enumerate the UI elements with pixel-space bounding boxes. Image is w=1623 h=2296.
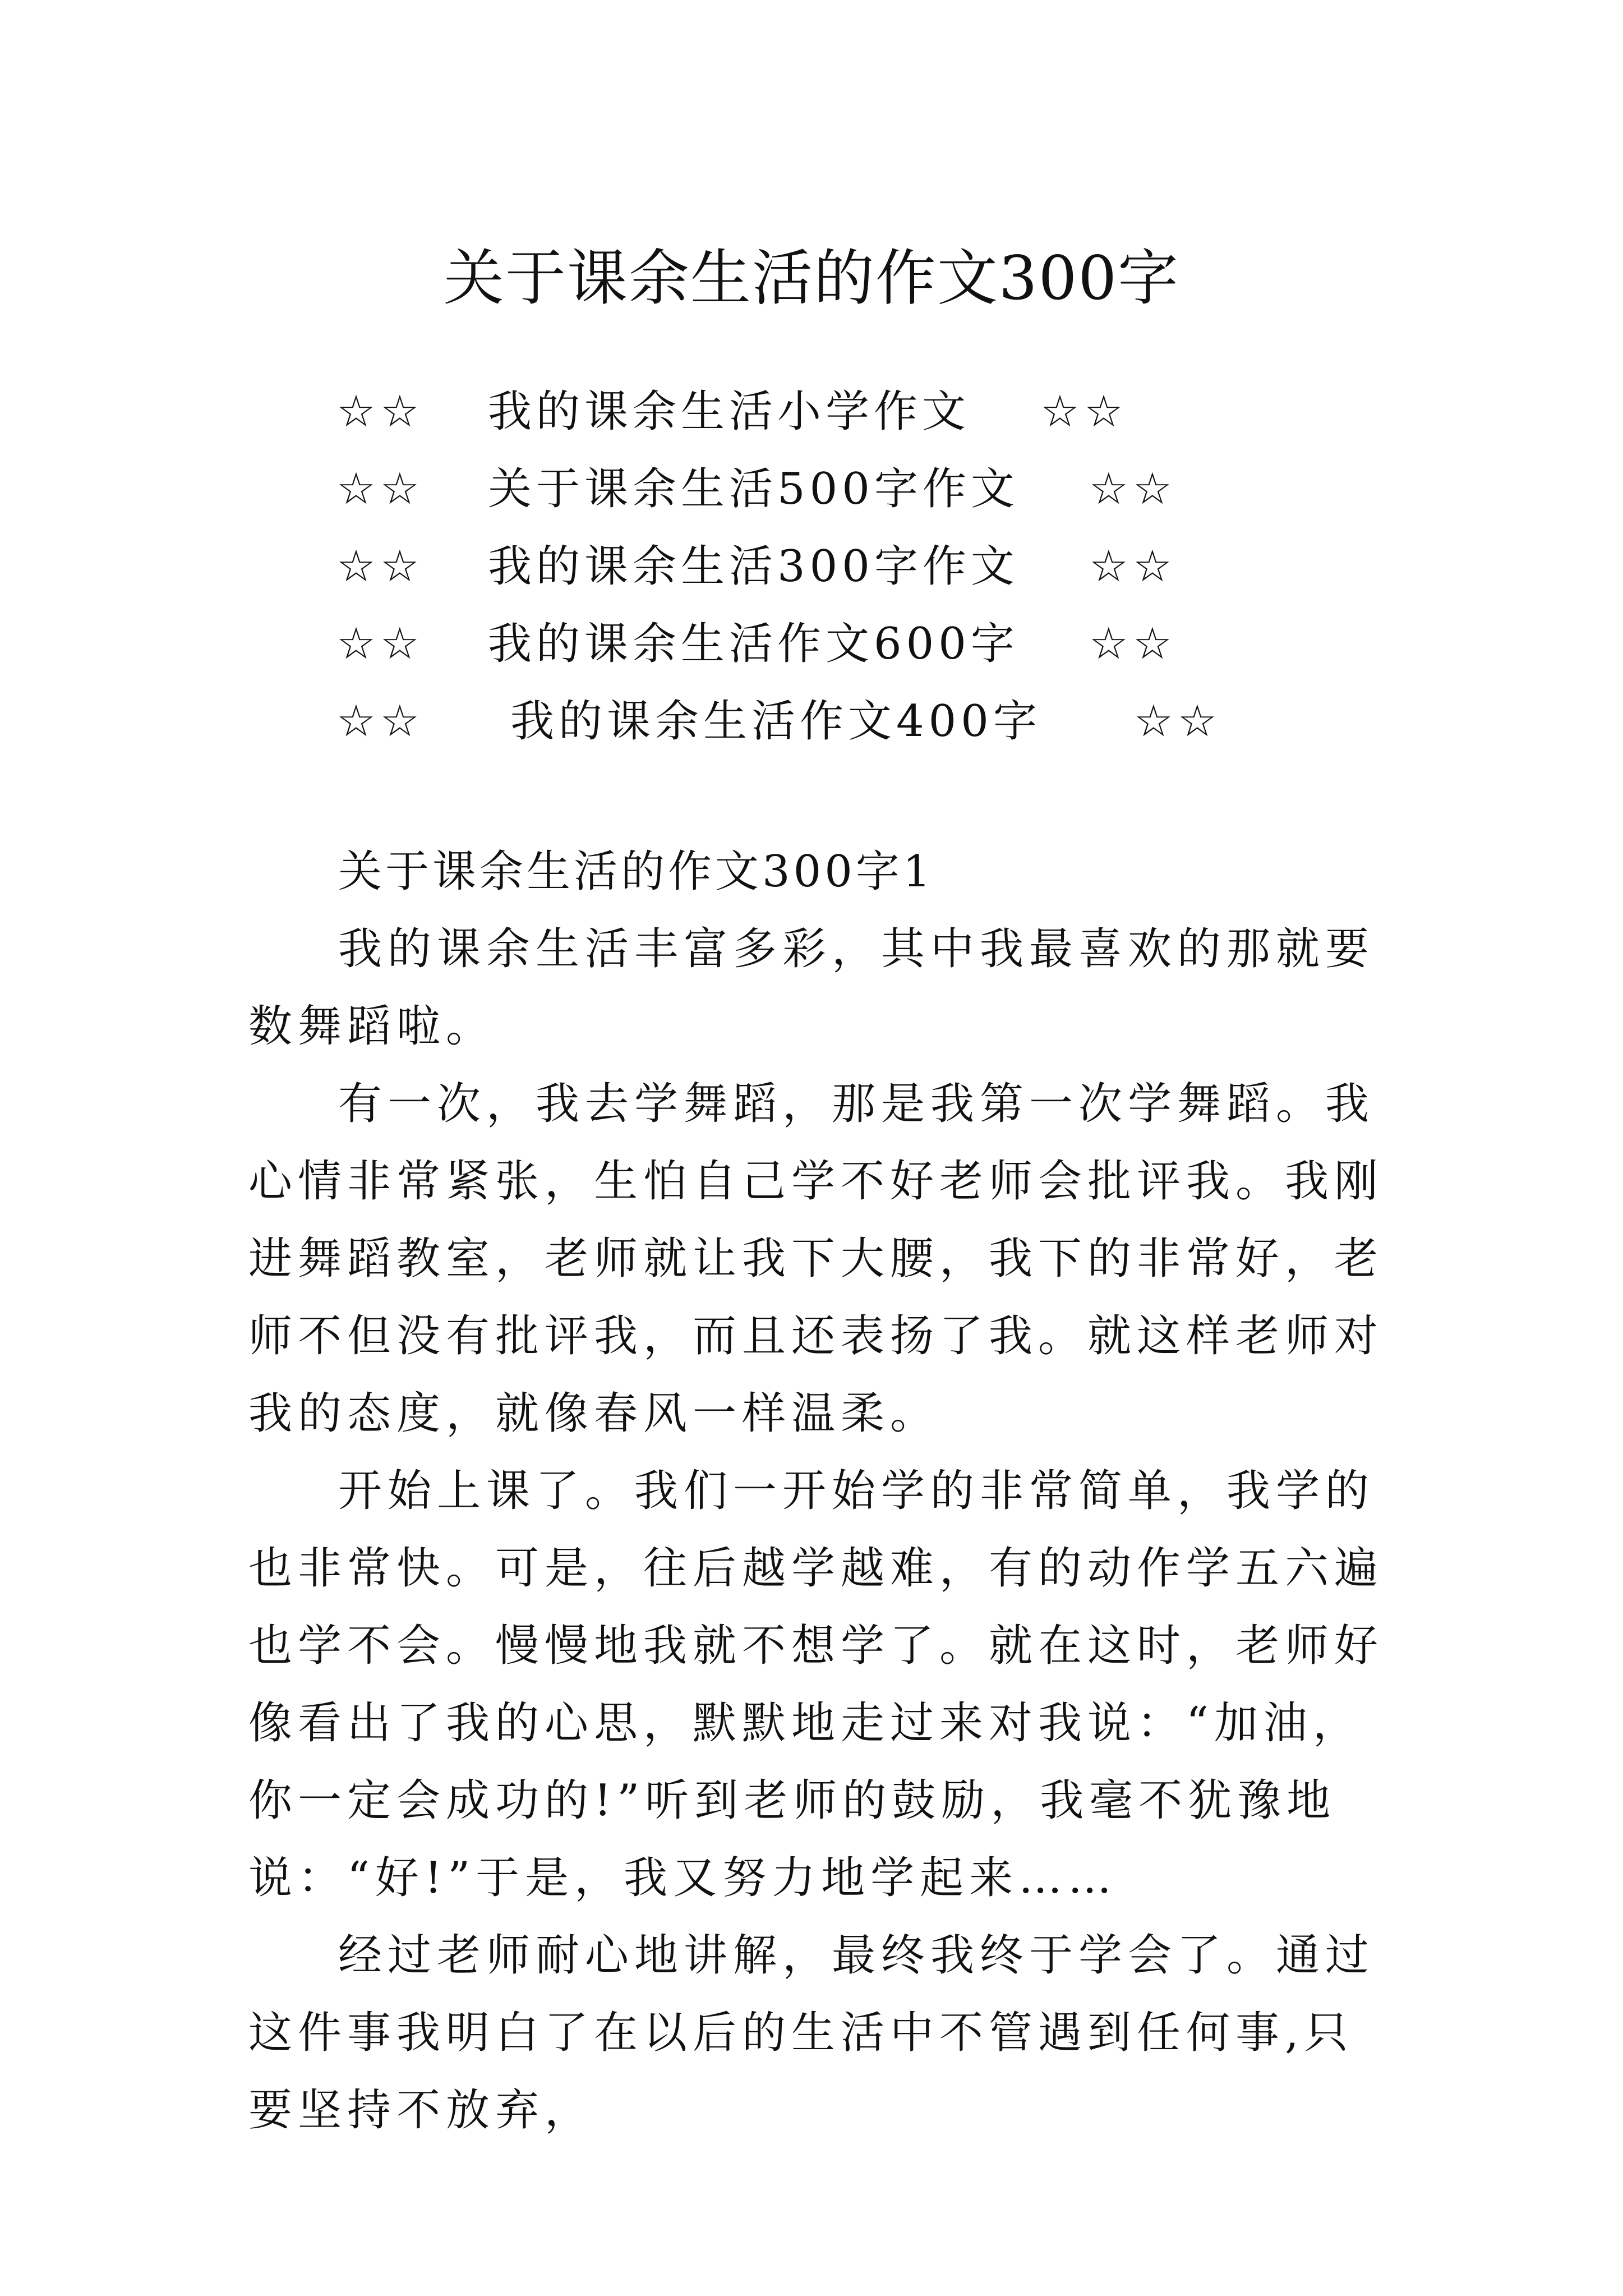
star-decoration: ☆☆ [336,464,424,514]
paragraph: 经过老师耐心地讲解，最终我终于学会了。通过这件事我明白了在以后的生活中不管遇到任何事,只要坚持不放弃， [248,1930,1375,2136]
star-decoration: ☆☆ [336,386,424,437]
star-decoration: ☆☆ [336,541,424,592]
star-decoration: ☆☆ [1089,619,1177,669]
section-heading: 关于课余生活的作文300字1 [338,846,934,897]
paragraph: 我的课余生活丰富多彩，其中我最喜欢的那就要数舞蹈啦。 [248,924,1375,1052]
related-article-link[interactable]: 我的课余生活作文400字 [510,696,1041,747]
star-decoration: ☆☆ [336,619,424,669]
document-title: 关于课余生活的作文300字 [443,243,1180,314]
paragraph: 开始上课了。我们一开始学的非常简单，我学的也非常快。可是，往后越学越难，有的动作学五六遍也学不会。慢慢地我就不想学了。就在这时，老师好像看出了我的心思，默默地走过来对我说：“加油，你一定会成功的!”听到老师的鼓励，我毫不犹豫地说：“好!”于是，我又努力地学起来…… [248,1466,1384,1903]
related-articles-list [336,373,1458,760]
star-decoration: ☆☆ [336,696,424,747]
related-article-item[interactable] [336,605,1458,683]
related-article-item[interactable] [336,683,1458,760]
paragraph: 有一次，我去学舞蹈，那是我第一次学舞蹈。我心情非常紧张，生怕自己学不好老师会批评我。我刚进舞蹈教室，老师就让我下大腰，我下的非常好，老师不但没有批评我，而且还表扬了我。就这样老师对我的态度，就像春风一样温柔。 [248,1079,1384,1439]
related-article-item[interactable] [336,373,1458,450]
star-decoration: ☆☆ [1089,464,1177,514]
related-article-link[interactable]: 我的课余生活作文600字 [488,619,1019,669]
star-decoration: ☆☆ [1040,386,1128,437]
related-article-link[interactable]: 关于课余生活500字作文 [488,464,1019,514]
related-article-link[interactable]: 我的课余生活小学作文 [488,386,971,437]
related-article-link[interactable]: 我的课余生活300字作文 [488,541,1019,592]
star-decoration: ☆☆ [1133,696,1221,747]
star-decoration: ☆☆ [1089,541,1177,592]
related-article-item[interactable] [336,450,1458,528]
article-body [248,833,1398,2149]
related-article-item[interactable] [336,528,1458,605]
